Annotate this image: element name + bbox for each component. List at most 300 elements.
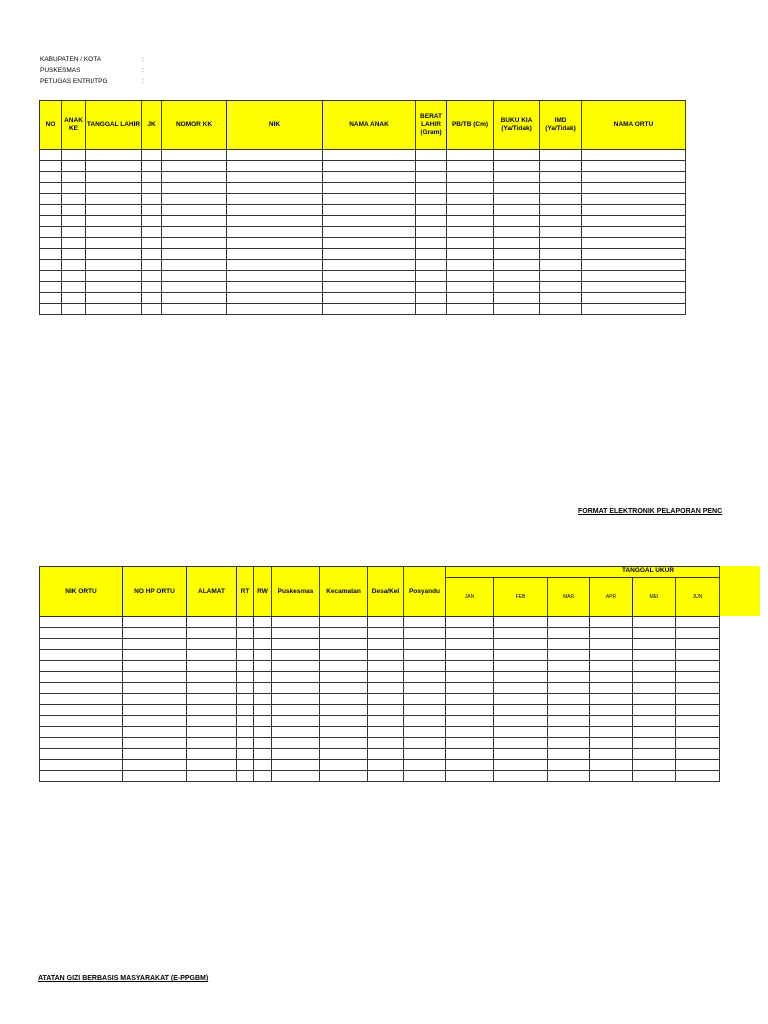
empty-cell <box>86 238 142 249</box>
empty-cell <box>162 238 227 249</box>
empty-cell <box>323 271 416 282</box>
empty-cell <box>633 716 676 727</box>
empty-cell <box>40 150 62 161</box>
empty-cell <box>368 672 404 683</box>
empty-cell <box>548 650 590 661</box>
empty-cell <box>404 705 446 716</box>
empty-cell <box>548 617 590 628</box>
empty-cell <box>494 172 540 183</box>
empty-cell <box>62 150 86 161</box>
empty-cell <box>272 749 320 760</box>
empty-cell <box>590 661 633 672</box>
empty-cell <box>416 260 447 271</box>
empty-cell <box>320 694 368 705</box>
table-row <box>40 760 720 771</box>
empty-cell <box>320 705 368 716</box>
header-cell: NAMA ANAK <box>323 101 416 150</box>
empty-cell <box>227 161 323 172</box>
header-cell: Kecamatan <box>320 567 368 617</box>
empty-cell <box>494 282 540 293</box>
table-row <box>40 738 720 749</box>
empty-cell <box>237 738 254 749</box>
empty-cell <box>494 150 540 161</box>
empty-cell <box>254 617 272 628</box>
empty-cell <box>404 716 446 727</box>
empty-cell <box>254 650 272 661</box>
empty-cell <box>162 172 227 183</box>
empty-cell <box>123 694 187 705</box>
empty-cell <box>187 617 237 628</box>
empty-cell <box>86 161 142 172</box>
empty-cell <box>237 694 254 705</box>
empty-cell <box>633 672 676 683</box>
empty-cell <box>494 716 548 727</box>
empty-cell <box>494 183 540 194</box>
empty-cell <box>227 304 323 315</box>
empty-cell <box>447 304 494 315</box>
header-cell: ALAMAT <box>187 567 237 617</box>
meta-label: KABUPATEN / KOTA <box>40 56 102 63</box>
table-row <box>40 672 720 683</box>
empty-cell <box>40 716 123 727</box>
empty-cell <box>323 227 416 238</box>
empty-cell <box>254 628 272 639</box>
empty-cell <box>676 617 720 628</box>
empty-cell <box>633 749 676 760</box>
table-row <box>40 183 686 194</box>
empty-cell <box>590 628 633 639</box>
empty-cell <box>237 661 254 672</box>
empty-cell <box>447 238 494 249</box>
empty-cell <box>86 293 142 304</box>
empty-cell <box>254 705 272 716</box>
empty-cell <box>494 771 548 782</box>
empty-cell <box>368 738 404 749</box>
empty-cell <box>320 639 368 650</box>
table-row <box>40 238 686 249</box>
empty-cell <box>404 749 446 760</box>
empty-cell <box>123 738 187 749</box>
empty-cell <box>162 249 227 260</box>
table-row <box>40 716 720 727</box>
empty-cell <box>590 672 633 683</box>
empty-cell <box>254 672 272 683</box>
empty-cell <box>368 694 404 705</box>
empty-cell <box>62 249 86 260</box>
empty-cell <box>40 293 62 304</box>
empty-cell <box>237 672 254 683</box>
empty-cell <box>494 705 548 716</box>
empty-cell <box>633 661 676 672</box>
empty-cell <box>368 617 404 628</box>
empty-cell <box>162 304 227 315</box>
empty-cell <box>540 172 582 183</box>
empty-cell <box>447 260 494 271</box>
empty-cell <box>446 628 494 639</box>
table-body <box>40 150 686 315</box>
empty-cell <box>548 716 590 727</box>
empty-cell <box>62 183 86 194</box>
empty-cell <box>227 249 323 260</box>
empty-cell <box>227 227 323 238</box>
empty-cell <box>590 694 633 705</box>
empty-cell <box>446 705 494 716</box>
empty-cell <box>162 282 227 293</box>
empty-cell <box>323 249 416 260</box>
empty-cell <box>272 716 320 727</box>
report-title-bottom: ATATAN GIZI BERBASIS MASYARAKAT (E-PPGBM) <box>38 975 209 982</box>
empty-cell <box>494 727 548 738</box>
empty-cell <box>676 705 720 716</box>
table-row <box>40 639 720 650</box>
empty-cell <box>86 227 142 238</box>
empty-cell <box>227 216 323 227</box>
empty-cell <box>142 205 162 216</box>
empty-cell <box>582 183 686 194</box>
child-data-table <box>39 100 686 315</box>
empty-cell <box>86 260 142 271</box>
empty-cell <box>142 293 162 304</box>
header-cell: TANGGAL LAHIR <box>86 101 142 150</box>
empty-cell <box>416 227 447 238</box>
empty-cell <box>323 216 416 227</box>
empty-cell <box>123 628 187 639</box>
month-header: JUN <box>676 578 720 617</box>
header-cell: NIK <box>227 101 323 150</box>
empty-cell <box>633 694 676 705</box>
empty-cell <box>582 282 686 293</box>
empty-cell <box>446 694 494 705</box>
table-row <box>40 227 686 238</box>
empty-cell <box>187 727 237 738</box>
empty-cell <box>368 639 404 650</box>
meta-row-kabupaten <box>40 54 144 65</box>
header-cell: Puskesmas <box>272 567 320 617</box>
empty-cell <box>494 161 540 172</box>
empty-cell <box>548 694 590 705</box>
empty-cell <box>323 205 416 216</box>
empty-cell <box>582 216 686 227</box>
header-cell: NAMA ORTU <box>582 101 686 150</box>
empty-cell <box>62 260 86 271</box>
empty-cell <box>540 205 582 216</box>
empty-cell <box>40 249 62 260</box>
table-row <box>40 617 720 628</box>
empty-cell <box>227 205 323 216</box>
empty-cell <box>548 771 590 782</box>
header-cell: RT <box>237 567 254 617</box>
empty-cell <box>40 760 123 771</box>
empty-cell <box>254 661 272 672</box>
meta-row-puskesmas <box>40 65 144 76</box>
empty-cell <box>62 227 86 238</box>
empty-cell <box>237 617 254 628</box>
empty-cell <box>40 738 123 749</box>
empty-cell <box>62 205 86 216</box>
header-cell: PB/TB (Cm) <box>447 101 494 150</box>
empty-cell <box>62 172 86 183</box>
empty-cell <box>227 271 323 282</box>
empty-cell <box>142 260 162 271</box>
empty-cell <box>540 216 582 227</box>
empty-cell <box>368 683 404 694</box>
empty-cell <box>404 628 446 639</box>
empty-cell <box>548 749 590 760</box>
empty-cell <box>227 150 323 161</box>
empty-cell <box>323 282 416 293</box>
empty-cell <box>447 249 494 260</box>
empty-cell <box>447 293 494 304</box>
empty-cell <box>237 771 254 782</box>
empty-cell <box>404 639 446 650</box>
header-cell: Desa/Kel <box>368 567 404 617</box>
table-row <box>40 271 686 282</box>
empty-cell <box>320 749 368 760</box>
empty-cell <box>447 216 494 227</box>
empty-cell <box>633 771 676 782</box>
table-row <box>40 628 720 639</box>
empty-cell <box>633 617 676 628</box>
empty-cell <box>40 238 62 249</box>
empty-cell <box>590 617 633 628</box>
empty-cell <box>162 161 227 172</box>
empty-cell <box>142 227 162 238</box>
empty-cell <box>237 716 254 727</box>
empty-cell <box>237 705 254 716</box>
empty-cell <box>62 282 86 293</box>
empty-cell <box>446 661 494 672</box>
empty-cell <box>40 617 123 628</box>
empty-cell <box>227 183 323 194</box>
meta-value: : <box>142 67 144 74</box>
empty-cell <box>142 150 162 161</box>
parent-data-table <box>39 566 720 782</box>
meta-value: : <box>142 56 144 63</box>
empty-cell <box>323 293 416 304</box>
empty-cell <box>548 705 590 716</box>
empty-cell <box>272 738 320 749</box>
empty-cell <box>123 760 187 771</box>
empty-cell <box>368 716 404 727</box>
empty-cell <box>548 628 590 639</box>
empty-cell <box>447 183 494 194</box>
empty-cell <box>187 705 237 716</box>
empty-cell <box>548 683 590 694</box>
empty-cell <box>62 238 86 249</box>
empty-cell <box>676 716 720 727</box>
header-cell: NO <box>40 101 62 150</box>
empty-cell <box>416 183 447 194</box>
empty-cell <box>123 749 187 760</box>
table-row <box>40 172 686 183</box>
empty-cell <box>40 639 123 650</box>
empty-cell <box>590 760 633 771</box>
empty-cell <box>323 172 416 183</box>
table-row <box>40 216 686 227</box>
empty-cell <box>416 216 447 227</box>
empty-cell <box>86 150 142 161</box>
report-title-top: FORMAT ELEKTRONIK PELAPORAN PENC <box>578 508 723 515</box>
empty-cell <box>162 293 227 304</box>
empty-cell <box>447 227 494 238</box>
header-row <box>40 101 686 150</box>
empty-cell <box>123 650 187 661</box>
empty-cell <box>254 639 272 650</box>
empty-cell <box>446 617 494 628</box>
empty-cell <box>320 617 368 628</box>
empty-cell <box>447 172 494 183</box>
empty-cell <box>86 304 142 315</box>
empty-cell <box>590 749 633 760</box>
empty-cell <box>227 172 323 183</box>
empty-cell <box>590 716 633 727</box>
empty-cell <box>633 628 676 639</box>
empty-cell <box>633 650 676 661</box>
empty-cell <box>368 749 404 760</box>
meta-value: : <box>142 78 144 85</box>
empty-cell <box>162 227 227 238</box>
empty-cell <box>40 727 123 738</box>
meta-label: PETUGAS ENTRI/TPG <box>40 78 108 85</box>
empty-cell <box>447 271 494 282</box>
month-header: MEI <box>633 578 676 617</box>
empty-cell <box>540 260 582 271</box>
empty-cell <box>237 760 254 771</box>
empty-cell <box>123 771 187 782</box>
empty-cell <box>40 227 62 238</box>
empty-cell <box>548 760 590 771</box>
empty-cell <box>446 738 494 749</box>
empty-cell <box>320 738 368 749</box>
empty-cell <box>676 639 720 650</box>
empty-cell <box>368 760 404 771</box>
empty-cell <box>404 771 446 782</box>
empty-cell <box>494 738 548 749</box>
empty-cell <box>162 260 227 271</box>
empty-cell <box>323 304 416 315</box>
empty-cell <box>494 683 548 694</box>
empty-cell <box>446 639 494 650</box>
empty-cell <box>540 161 582 172</box>
empty-cell <box>582 271 686 282</box>
empty-cell <box>323 260 416 271</box>
empty-cell <box>404 738 446 749</box>
empty-cell <box>494 650 548 661</box>
empty-cell <box>272 628 320 639</box>
empty-cell <box>494 194 540 205</box>
empty-cell <box>447 194 494 205</box>
empty-cell <box>676 650 720 661</box>
empty-cell <box>676 738 720 749</box>
empty-cell <box>86 194 142 205</box>
empty-cell <box>540 293 582 304</box>
empty-cell <box>548 639 590 650</box>
empty-cell <box>446 650 494 661</box>
empty-cell <box>633 639 676 650</box>
empty-cell <box>86 183 142 194</box>
table-row <box>40 293 686 304</box>
empty-cell <box>582 161 686 172</box>
header-cell: ANAK KE <box>62 101 86 150</box>
empty-cell <box>416 282 447 293</box>
empty-cell <box>676 628 720 639</box>
empty-cell <box>320 650 368 661</box>
empty-cell <box>590 738 633 749</box>
header-cell: RW <box>254 567 272 617</box>
empty-cell <box>40 749 123 760</box>
empty-cell <box>62 161 86 172</box>
empty-cell <box>320 672 368 683</box>
empty-cell <box>320 716 368 727</box>
empty-cell <box>590 639 633 650</box>
empty-cell <box>123 716 187 727</box>
empty-cell <box>416 205 447 216</box>
empty-cell <box>582 249 686 260</box>
empty-cell <box>676 672 720 683</box>
empty-cell <box>40 161 62 172</box>
table-row <box>40 161 686 172</box>
empty-cell <box>237 639 254 650</box>
empty-cell <box>272 650 320 661</box>
empty-cell <box>368 661 404 672</box>
month-header: APR <box>590 578 633 617</box>
empty-cell <box>254 771 272 782</box>
table-row <box>40 304 686 315</box>
empty-cell <box>540 271 582 282</box>
table-row <box>40 749 720 760</box>
empty-cell <box>416 238 447 249</box>
empty-cell <box>40 304 62 315</box>
empty-cell <box>494 661 548 672</box>
header-cell: IMD (Ya/Tidak) <box>540 101 582 150</box>
empty-cell <box>40 172 62 183</box>
empty-cell <box>62 304 86 315</box>
header-fill <box>719 566 760 616</box>
empty-cell <box>40 683 123 694</box>
empty-cell <box>123 672 187 683</box>
empty-cell <box>40 661 123 672</box>
empty-cell <box>320 727 368 738</box>
empty-cell <box>62 194 86 205</box>
empty-cell <box>548 672 590 683</box>
empty-cell <box>368 771 404 782</box>
empty-cell <box>494 304 540 315</box>
empty-cell <box>582 304 686 315</box>
empty-cell <box>404 672 446 683</box>
empty-cell <box>40 260 62 271</box>
empty-cell <box>447 205 494 216</box>
empty-cell <box>187 639 237 650</box>
empty-cell <box>86 249 142 260</box>
empty-cell <box>272 705 320 716</box>
empty-cell <box>40 271 62 282</box>
empty-cell <box>254 683 272 694</box>
empty-cell <box>86 216 142 227</box>
empty-cell <box>123 705 187 716</box>
empty-cell <box>272 771 320 782</box>
empty-cell <box>40 205 62 216</box>
empty-cell <box>40 694 123 705</box>
empty-cell <box>162 271 227 282</box>
empty-cell <box>446 716 494 727</box>
empty-cell <box>548 727 590 738</box>
empty-cell <box>633 738 676 749</box>
empty-cell <box>323 194 416 205</box>
empty-cell <box>582 260 686 271</box>
empty-cell <box>323 161 416 172</box>
empty-cell <box>548 661 590 672</box>
empty-cell <box>227 194 323 205</box>
